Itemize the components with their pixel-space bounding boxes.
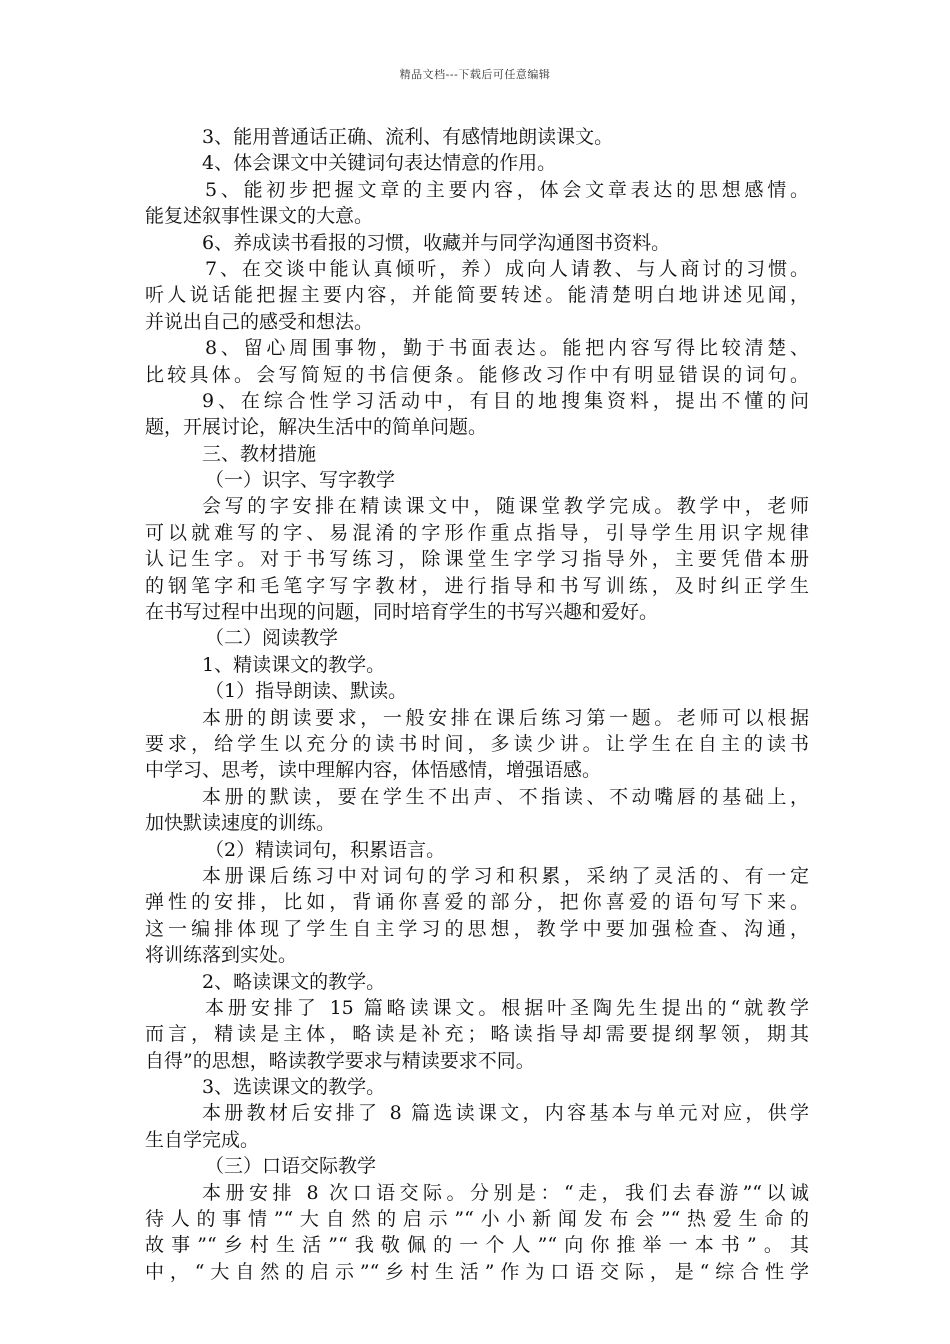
text-line: 在书写过程中出现的问题，同时培育学生的书写兴趣和爱好。 bbox=[145, 601, 659, 624]
text-line: 中学习、思考，读中理解内容，体悟感情，增强语感。 bbox=[145, 759, 602, 782]
text-line: 这一编排体现了学生自主学习的思想，教学中要加强检查、沟通， bbox=[145, 917, 809, 940]
text-line: 题，开展讨论，解决生活中的简单问题。 bbox=[145, 416, 488, 439]
text-line: 三、教材措施 bbox=[202, 442, 317, 465]
text-line: 可以就难写的字、易混淆的字形作重点指导，引导学生用识字规律 bbox=[145, 521, 809, 544]
text-line: 生自学完成。 bbox=[145, 1128, 260, 1151]
text-line: 7、在交谈中能认真倾听，养）成向人请教、与人商讨的习惯。 bbox=[205, 257, 809, 280]
text-line: 本册的朗读要求，一般安排在课后练习第一题。老师可以根据 bbox=[202, 706, 809, 729]
text-line: 会写的字安排在精读课文中，随课堂教学完成。教学中，老师 bbox=[202, 495, 809, 518]
page-header: 精品文档---下载后可任意编辑 bbox=[399, 68, 551, 81]
text-line: 并说出自己的感受和想法。 bbox=[145, 310, 374, 333]
text-line: 6、养成读书看报的习惯，收藏并与同学沟通图书资料。 bbox=[202, 231, 671, 254]
text-line: 5、能初步把握文章的主要内容，体会文章表达的思想感情。 bbox=[205, 178, 809, 201]
text-line: 9、在综合性学习活动中，有目的地搜集资料，提出不懂的问 bbox=[202, 389, 809, 412]
text-line: 认记生字。对于书写练习，除课堂生字学习指导外，主要凭借本册 bbox=[145, 548, 809, 571]
text-line: 本册课后练习中对词句的学习和积累，采纳了灵活的、有一定 bbox=[202, 864, 809, 887]
text-line: 比较具体。会写简短的书信便条。能修改习作中有明显错误的词句。 bbox=[145, 363, 809, 386]
text-line: 本册的默读，要在学生不出声、不指读、不动嘴唇的基础上， bbox=[202, 785, 809, 808]
text-line: 4、体会课文中关键词句表达情意的作用。 bbox=[202, 152, 557, 175]
text-line: 弹性的安排，比如，背诵你喜爱的部分，把你喜爱的语句写下来。 bbox=[145, 891, 809, 914]
text-line: （二）阅读教学 bbox=[205, 627, 339, 650]
text-line: 自得”的思想，略读教学要求与精读要求不同。 bbox=[145, 1049, 535, 1072]
text-line: 3、能用普通话正确、流利、有感情地朗读课文。 bbox=[202, 126, 614, 148]
text-line: 2、略读课文的教学。 bbox=[202, 970, 386, 993]
text-line: 本册教材后安排了 8 篇选读课文，内容基本与单元对应，供学 bbox=[202, 1102, 809, 1125]
text-line: 8、留心周围事物，勤于书面表达。能把内容写得比较清楚、 bbox=[205, 337, 809, 360]
text-line: （2）精读词句，积累语言。 bbox=[205, 838, 446, 861]
text-line: 本册安排了 15 篇略读课文。根据叶圣陶先生提出的“就教学 bbox=[205, 996, 809, 1019]
text-line: 的钢笔字和毛笔字写字教材，进行指导和书写训练，及时纠正学生 bbox=[145, 574, 809, 597]
text-line: 3、选读课文的教学。 bbox=[202, 1076, 386, 1099]
text-line: （一）识字、写字教学 bbox=[205, 469, 396, 492]
text-line: 本册安排 8 次口语交际。分别是：“走，我们去春游”“以诚 bbox=[202, 1181, 809, 1204]
text-line: 而言，精读是主体，略读是补充；略读指导却需要提纲挈领，期其 bbox=[145, 1023, 809, 1046]
document-body bbox=[145, 124, 809, 1285]
text-line: 将训练落到实处。 bbox=[145, 944, 298, 967]
text-line: 听人说话能把握主要内容，并能简要转述。能清楚明白地讲述见闻， bbox=[145, 284, 809, 307]
text-line: 1、精读课文的教学。 bbox=[202, 653, 386, 676]
text-line: （1）指导朗读、默读。 bbox=[205, 680, 408, 703]
text-line: 中，“大自然的启示”“乡村生活”作为口语交际，是“综合性学 bbox=[145, 1260, 809, 1283]
text-line: 能复述叙事性课文的大意。 bbox=[145, 205, 374, 228]
text-line: 要求，给学生以充分的读书时间，多读少讲。让学生在自主的读书 bbox=[145, 732, 809, 755]
text-line: 故事”“乡村生活”“我敬佩的一个人”“向你推举一本书”。其 bbox=[145, 1234, 809, 1257]
text-line: （三）口语交际教学 bbox=[205, 1155, 377, 1178]
text-line: 加快默读速度的训练。 bbox=[145, 812, 336, 835]
text-line: 待人的事情”“大自然的启示”“小小新闻发布会”“热爱生命的 bbox=[145, 1208, 809, 1231]
